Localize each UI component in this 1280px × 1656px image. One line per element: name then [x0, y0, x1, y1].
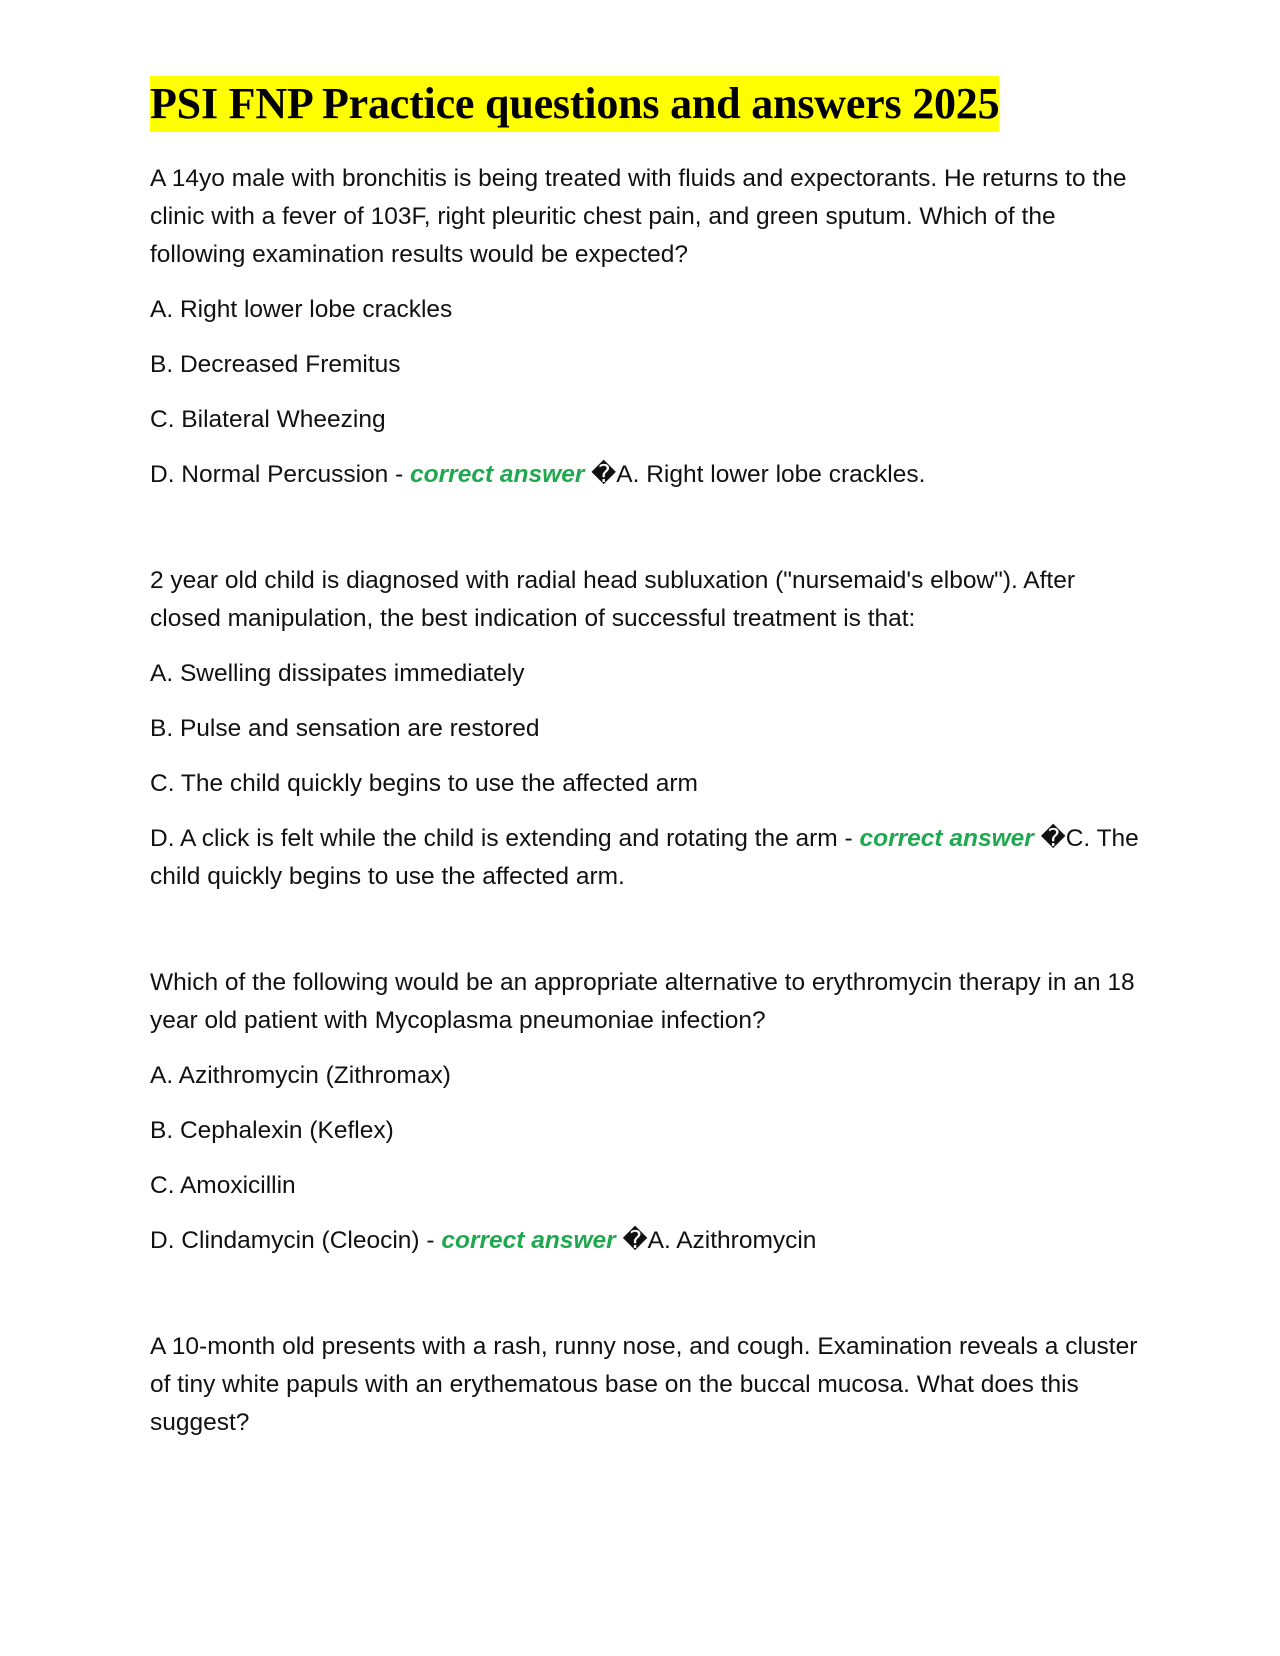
answer-option-text: D. Normal Percussion - — [150, 461, 411, 488]
document-page — [150, 76, 1140, 1459]
correct-answer-text: �C. The child quickly begins to use the affected arm. — [150, 825, 1139, 890]
question-block — [150, 964, 1140, 1260]
correct-answer-label: correct answer — [859, 825, 1034, 852]
answer-option: B. Pulse and sensation are restored — [150, 715, 540, 742]
question-spacer — [150, 913, 1140, 964]
question-spacer — [150, 1277, 1140, 1328]
document-title: PSI FNP Practice questions and answers 2025 — [150, 76, 999, 132]
answer-option-text: D. A click is felt while the child is extending and rotating the arm - — [150, 825, 860, 852]
correct-answer-label: correct answer — [410, 461, 585, 488]
answer-option-with-solution — [150, 456, 1140, 494]
answer-option: B. Decreased Fremitus — [150, 351, 401, 378]
answer-option-text: D. Clindamycin (Cleocin) - — [150, 1227, 442, 1254]
question-block — [150, 1328, 1140, 1442]
answer-option-with-solution — [150, 1222, 1140, 1260]
answer-option: B. Cephalexin (Keflex) — [150, 1117, 394, 1144]
answer-option: A. Right lower lobe crackles — [150, 296, 453, 323]
answer-option: C. Bilateral Wheezing — [150, 406, 386, 433]
question-spacer — [150, 511, 1140, 562]
answer-option: A. Swelling dissipates immediately — [150, 660, 525, 687]
answer-option-with-solution — [150, 820, 1140, 896]
answer-option: A. Azithromycin (Zithromax) — [150, 1062, 451, 1089]
correct-answer-text: �A. Right lower lobe crackles. — [584, 461, 926, 488]
correct-answer-label: correct answer — [441, 1227, 616, 1254]
answer-option: C. The child quickly begins to use the affected arm — [150, 770, 698, 797]
correct-answer-text: �A. Azithromycin — [615, 1227, 817, 1254]
question-text: Which of the following would be an appropriate alternative to erythromycin therapy in an 18 year old patient with Mycoplasma pneumoniae infection? — [150, 969, 1135, 1034]
answer-option: C. Amoxicillin — [150, 1172, 296, 1199]
question-text: A 14yo male with bronchitis is being treated with fluids and expectorants. He returns to the clinic with a fever of 103F, right pleuritic chest pain, and green sputum. Which of the following examination results would be expected? — [150, 165, 1127, 268]
question-block — [150, 160, 1140, 494]
question-text: 2 year old child is diagnosed with radial head subluxation ("nursemaid's elbow"). After closed manipulation, the best indication of successful treatment is that: — [150, 567, 1075, 632]
question-text: A 10-month old presents with a rash, runny nose, and cough. Examination reveals a cluster of tiny white papuls with an erythematous base on the buccal mucosa. What does this suggest? — [150, 1333, 1138, 1436]
question-block — [150, 562, 1140, 896]
